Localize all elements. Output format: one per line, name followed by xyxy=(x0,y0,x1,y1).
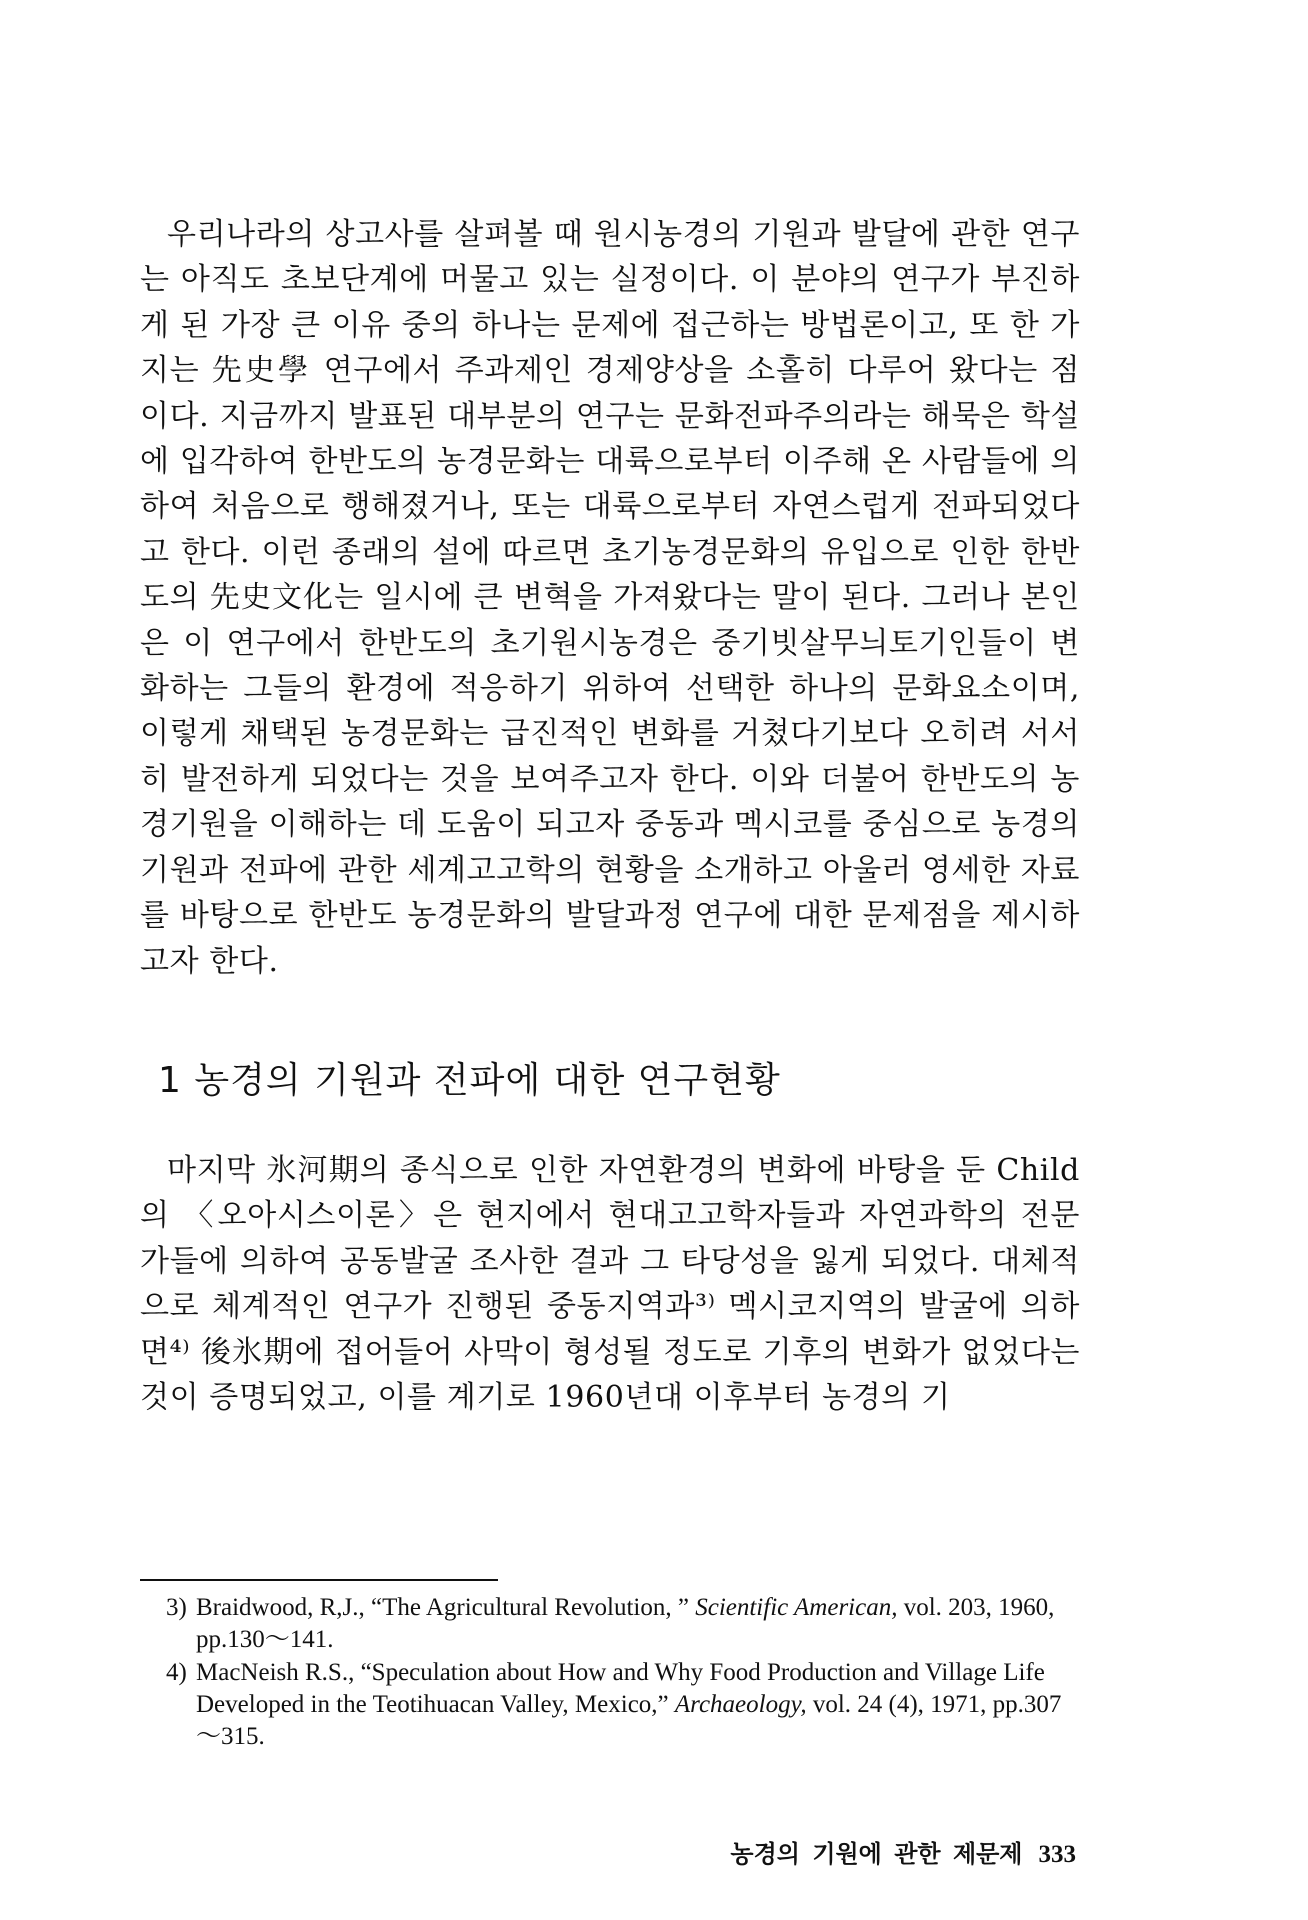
footnote-text xyxy=(196,1594,1054,1653)
footnote-number: 3) xyxy=(166,1594,187,1621)
footnote-text xyxy=(196,1659,1061,1750)
footnote-number: 4) xyxy=(166,1659,187,1686)
footnotes xyxy=(166,1592,1076,1754)
paragraph-1: 우리나라의 상고사를 살펴볼 때 원시농경의 기원과 발달에 관한 연구는 아직도 초보단계에 머물고 있는 실정이다. 이 분야의 연구가 부진하게 된 가장 큰 이유 중의 하나는 문제에 접근하는 방법론이고, 또 한 가지는 先史學 연구에서 주과제인 경제양상을 소홀히 다루어 왔다는 점이다. 지금까지 발표된 대부분의 연구는 문화전파주의라는 해묵은 학설에 입각하여 한반도의 농경문화는 대륙으로부터 이주해 온 사람들에 의하여 처음으로 행해졌거나, 또는 대륙으로부터 자연스럽게 전파되었다고 한다. 이런 종래의 설에 따르면 초기농경문화의 유입으로 인한 한반도의 先史文化는 일시에 큰 변혁을 가져왔다는 말이 된다. 그러나 본인은 이 연구에서 한반도의 초기원시농경은 중기빗살무늬토기인들이 변화하는 그들의 환경에 적응하기 위하여 선택한 하나의 문화요소이며, 이렇게 채택된 농경문화는 급진적인 변화를 거쳤다기보다 오히려 서서히 발전하게 되었다는 것을 보여주고자 한다. 이와 더불어 한반도의 농경기원을 이해하는 데 도움이 되고자 중동과 멕시코를 중심으로 농경의 기원과 전파에 관한 세계고고학의 현황을 소개하고 아울러 영세한 자료를 바탕으로 한반도 농경문화의 발달과정 연구에 대한 문제점을 제시하고자 한다. xyxy=(140,217,1080,979)
page-number: 333 xyxy=(1038,1841,1076,1868)
footnote-volume: vol. 203, 1960, pp.130～141. xyxy=(196,1594,1055,1653)
footnote-4 xyxy=(166,1657,1076,1753)
footnote-divider xyxy=(140,1579,498,1581)
footnote-3 xyxy=(166,1592,1076,1656)
running-footer xyxy=(730,1834,1076,1869)
footnote-volume: vol. 24 (4), 1971, pp.307～315. xyxy=(196,1691,1062,1750)
running-footer-title: 농경의 기원에 관한 제문제 xyxy=(730,1840,1023,1868)
section-heading: 1 농경의 기원과 전파에 대한 연구현황 xyxy=(158,1060,781,1101)
footnote-journal: Scientific American, xyxy=(695,1594,898,1621)
footnote-citation: Braidwood, R,J., “The Agricultural Revolution, ” xyxy=(196,1594,696,1621)
paragraph-2: 마지막 氷河期의 종식으로 인한 자연환경의 변화에 바탕을 둔 Child의 〈오아시스이론〉은 현지에서 현대고고학자들과 자연과학의 전문가들에 의하여 공동발굴 조사한 결과 그 타당성을 잃게 되었다. 대체적으로 체계적인 연구가 진행된 중동지역과³⁾ 멕시코지역의 발굴에 의하면⁴⁾ 後氷期에 접어들어 사막이 형성될 정도로 기후의 변화가 없었다는 것이 증명되었고, 이를 계기로 1960년대 이후부터 농경의 기 xyxy=(140,1153,1080,1416)
footnote-citation: MacNeish R.S., “Speculation about How and Why Food Production and Village Life Developed in the Teotihuacan Valley, Mexico,” xyxy=(196,1659,1045,1718)
footnote-journal: Archaeology, xyxy=(674,1691,807,1718)
